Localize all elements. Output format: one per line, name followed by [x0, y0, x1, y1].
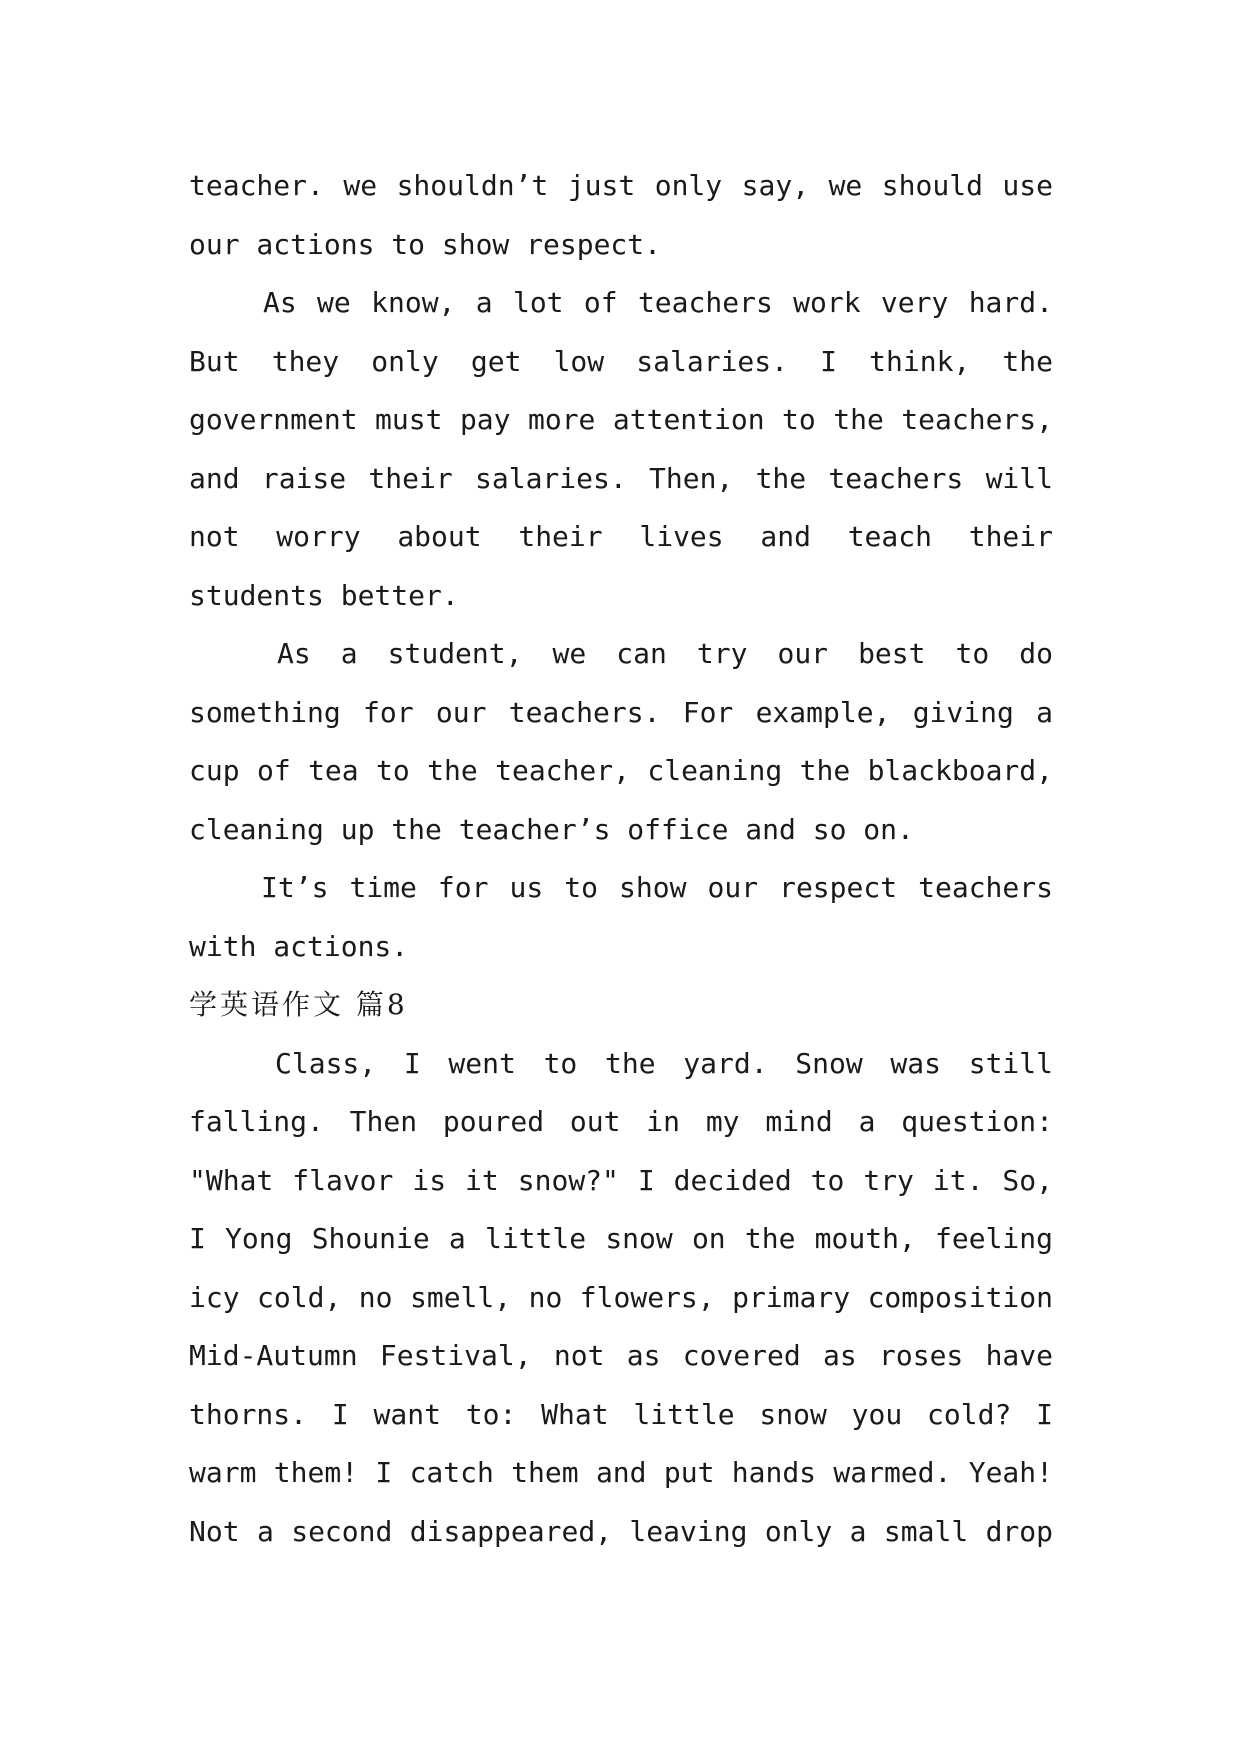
text-line: "What flavor is it snow?" I decided to try it. So, — [189, 1163, 1053, 1197]
text-line: students better. — [189, 578, 459, 612]
paragraph-first-line: As a student, we can try our best to do — [277, 637, 1053, 670]
section-heading: 学英语作文 篇8 — [189, 988, 408, 1021]
text-line: But they only get low salaries. I think, the — [189, 344, 1053, 378]
text-line: Mid-Autumn Festival, not as covered as roses have — [189, 1339, 1053, 1372]
paragraph-first-line: As we know, a lot of teachers work very hard. — [263, 286, 1053, 319]
text-line: something for our teachers. For example, giving a — [189, 695, 1053, 729]
text-line: government must pay more attention to the teachers, — [189, 403, 1053, 436]
text-line: not worry about their lives and teach their — [189, 520, 1053, 553]
paragraph-first-line: Class, I went to the yard. Snow was still — [275, 1046, 1053, 1080]
text-line: thorns. I want to: What little snow you cold? I — [189, 1397, 1053, 1431]
text-line: with actions. — [189, 929, 409, 963]
text-line: our actions to show respect. — [189, 227, 662, 261]
paragraph-first-line: It’s time for us to show our respect teachers — [261, 871, 1053, 904]
text-line: and raise their salaries. Then, the teachers will — [189, 461, 1053, 495]
text-line: icy cold, no smell, no flowers, primary composition — [189, 1280, 1053, 1314]
text-line: cleaning up the teacher’s office and so on. — [189, 812, 914, 846]
text-line: I Yong Shounie a little snow on the mouth, feeling — [189, 1222, 1053, 1255]
text-line: teacher. we shouldn’t just only say, we should use — [189, 169, 1053, 202]
text-line: warm them! I catch them and put hands warmed. Yeah! — [189, 1456, 1053, 1489]
text-line: cup of tea to the teacher, cleaning the blackboard, — [189, 754, 1053, 787]
text-line: Not a second disappeared, leaving only a small drop — [189, 1514, 1053, 1548]
document-page — [189, 157, 1053, 1561]
text-line: falling. Then poured out in my mind a question: — [189, 1105, 1053, 1138]
